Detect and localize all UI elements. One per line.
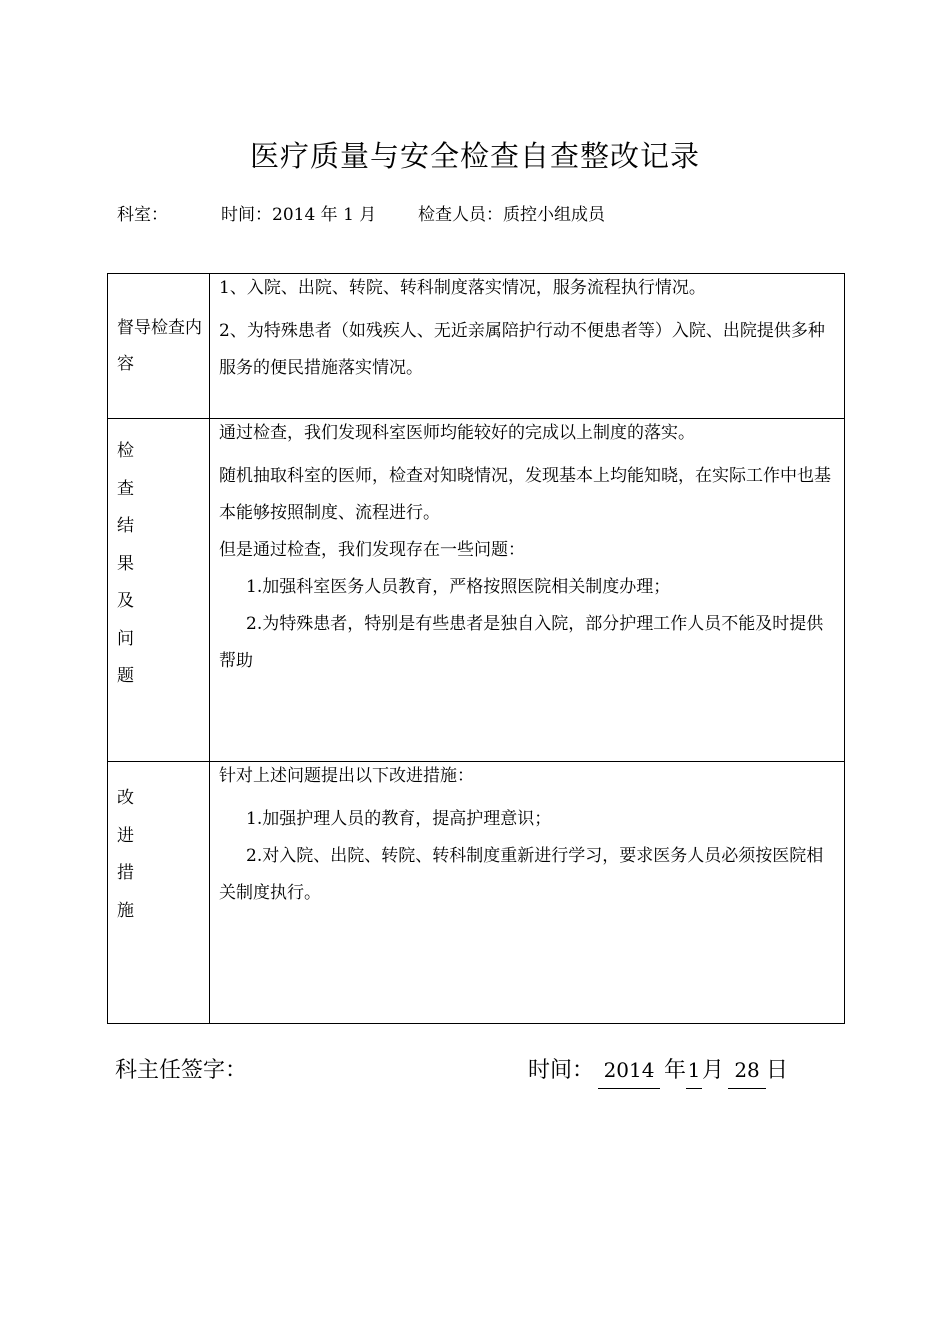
results-content-cell [210,419,845,762]
results-label-char: 果 [117,553,134,574]
results-label [117,419,209,696]
signature-date [528,1053,788,1089]
measures-content-cell [210,762,845,1024]
inspector-label: 检查人员：质控小组成员 [418,205,605,225]
supervision-item-1: 1、入院、出院、转院、转科制度落实情况，服务流程执行情况。 [219,278,706,298]
measures-label-char: 改 [117,788,134,808]
month-unit: 月 [702,1058,725,1083]
date-day[interactable]: 28 [728,1058,766,1089]
results-issue-2: 2.为特殊患者，特别是有些患者是独自入院，部分护理工作人员不能及时提供帮助 [219,614,824,671]
measures-item-1: 1.加强护理人员的教育，提高护理意识； [246,809,552,829]
measures-label-cell [108,762,210,1024]
supervision-label: 督导检查内容 [117,318,202,374]
supervision-row [108,274,845,419]
supervision-item-2: 2、为特殊患者（如残疾人、无近亲属陪护行动不便患者等）入院、出院提供多种服务的便民措施落实情况。 [219,321,825,378]
results-label-char: 查 [117,478,134,499]
date-year[interactable]: 2014 [598,1058,660,1089]
results-label-char: 结 [117,516,134,536]
measures-label-char: 施 [117,900,134,921]
results-paragraph: 但是通过检查，我们发现存在一些问题： [219,540,525,560]
director-signature-label: 科主任签字： [115,1058,248,1083]
measures-intro: 针对上述问题提出以下改进措施： [219,766,474,786]
measures-label-char: 进 [117,825,134,846]
results-row [108,419,845,762]
results-label-char: 及 [117,591,134,611]
year-unit: 年 [664,1058,687,1083]
results-label-char: 问 [117,628,134,649]
time-label: 时间：2014 年 1 月 [221,205,377,225]
inspection-table [107,273,845,1024]
header-meta [117,200,605,225]
measures-item-2: 2.对入院、出院、转院、转科制度重新进行学习，要求医务人员必须按医院相关制度执行。 [219,846,824,903]
supervision-content-cell [210,274,845,419]
measures-label-char: 措 [117,863,134,883]
measures-row [108,762,845,1024]
department-label: 科室： [117,205,168,225]
date-label: 时间： [528,1058,595,1083]
date-month[interactable]: 1 [686,1058,702,1089]
results-label-cell [108,419,210,762]
results-paragraph: 通过检查，我们发现科室医师均能较好的完成以上制度的落实。 [219,423,695,443]
measures-label [117,762,209,930]
document-title: 医疗质量与安全检查自查整改记录 [249,139,700,173]
day-unit: 日 [766,1058,789,1083]
results-paragraph: 随机抽取科室的医师，检查对知晓情况，发现基本上均能知晓，在实际工作中也基本能够按照制度、流程进行。 [219,466,831,523]
supervision-label-cell [108,274,210,419]
results-label-char: 题 [117,666,134,686]
results-issue-1: 1.加强科室医务人员教育，严格按照医院相关制度办理； [246,577,671,597]
results-label-char: 检 [117,441,134,461]
